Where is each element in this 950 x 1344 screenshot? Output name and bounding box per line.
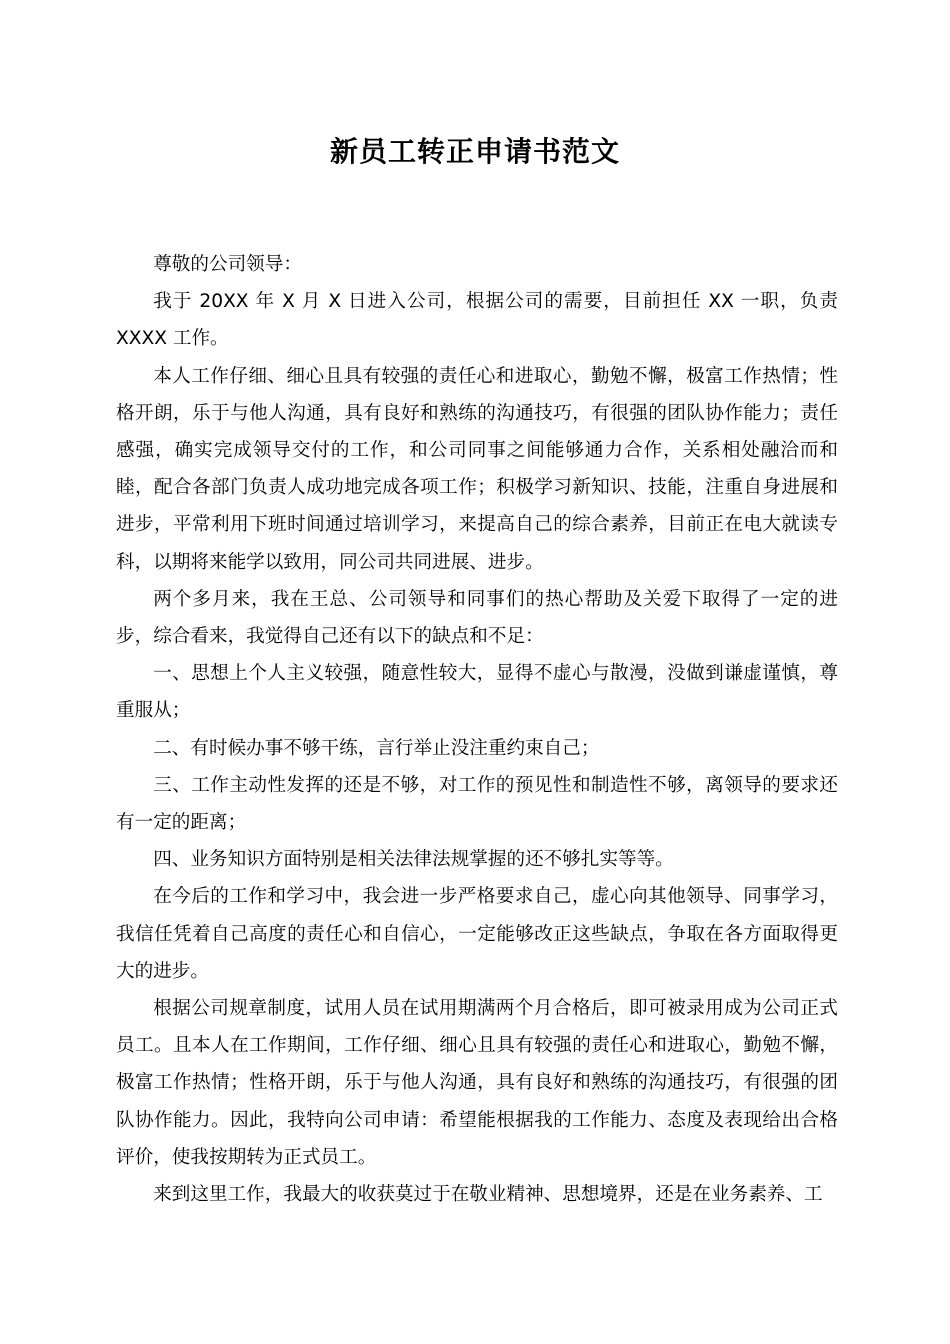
salutation: 尊敬的公司领导： bbox=[153, 254, 302, 275]
paragraph-strengths: 本人工作仔细、细心且具有较强的责任心和进取心，勤勉不懈，极富工作热情；性格开朗，乐于与他人沟通，具有良好和熟练的沟通技巧，有很强的团队协作能力；责任感强，确实完成领导交付的工作，和公司同事之间能够通力合作，关系相处融洽而和睦，配合各部门负责人成功地完成各项工作；积极学习新知识、技能，注重自身进展和进步，平常利用下班时间通过培训学习，来提高自己的综合素养，目前正在电大就读专科，以期将来能学以致用，同公司共同进展、进步。 bbox=[116, 365, 838, 573]
paragraph-improvement: 在今后的工作和学习中，我会进一步严格要求自己，虚心向其他领导、同事学习，我信任凭着自己高度的责任心和自信心，一定能够改正这些缺点，争取在各方面取得更大的进步。 bbox=[116, 886, 838, 982]
document-title: 新员工转正申请书范文 bbox=[329, 135, 620, 168]
paragraph-application: 根据公司规章制度，试用人员在试用期满两个月合格后，即可被录用成为公司正式员工。且本人在工作期间，工作仔细、细心且具有较强的责任心和进取心，勤勉不懈，极富工作热情；性格开朗，乐于与他人沟通，具有良好和熟练的沟通技巧，有很强的团队协作能力。因此，我特向公司申请：希望能根据我的工作能力、态度及表现给出合格评价，使我按期转为正式员工。 bbox=[116, 998, 838, 1168]
list-item-shortcoming-2: 二、有时候办事不够干练，言行举止没注重约束自己； bbox=[153, 737, 600, 759]
paragraph-shortcomings-intro: 两个多月来，我在王总、公司领导和同事们的热心帮助及关爱下取得了一定的进步，综合看来，我觉得自己还有以下的缺点和不足： bbox=[116, 588, 838, 648]
list-item-shortcoming-4: 四、业务知识方面特别是相关法律法规掌握的还不够扎实等等。 bbox=[153, 849, 674, 871]
document-body bbox=[116, 246, 838, 1213]
paragraph-intro: 我于 20XX 年 X 月 X 日进入公司，根据公司的需要，目前担任 XX 一职，负责 XXXX 工作。 bbox=[116, 291, 838, 350]
list-item-shortcoming-3: 三、工作主动性发挥的还是不够，对工作的预见性和制造性不够，离领导的要求还有一定的距离； bbox=[116, 774, 838, 834]
paragraph-gains: 来到这里工作，我最大的收获莫过于在敬业精神、思想境界，还是在业务素养、工 bbox=[153, 1184, 823, 1206]
list-item-shortcoming-1: 一、思想上个人主义较强，随意性较大，显得不虚心与散漫，没做到谦虚谨慎，尊重服从； bbox=[116, 663, 838, 722]
